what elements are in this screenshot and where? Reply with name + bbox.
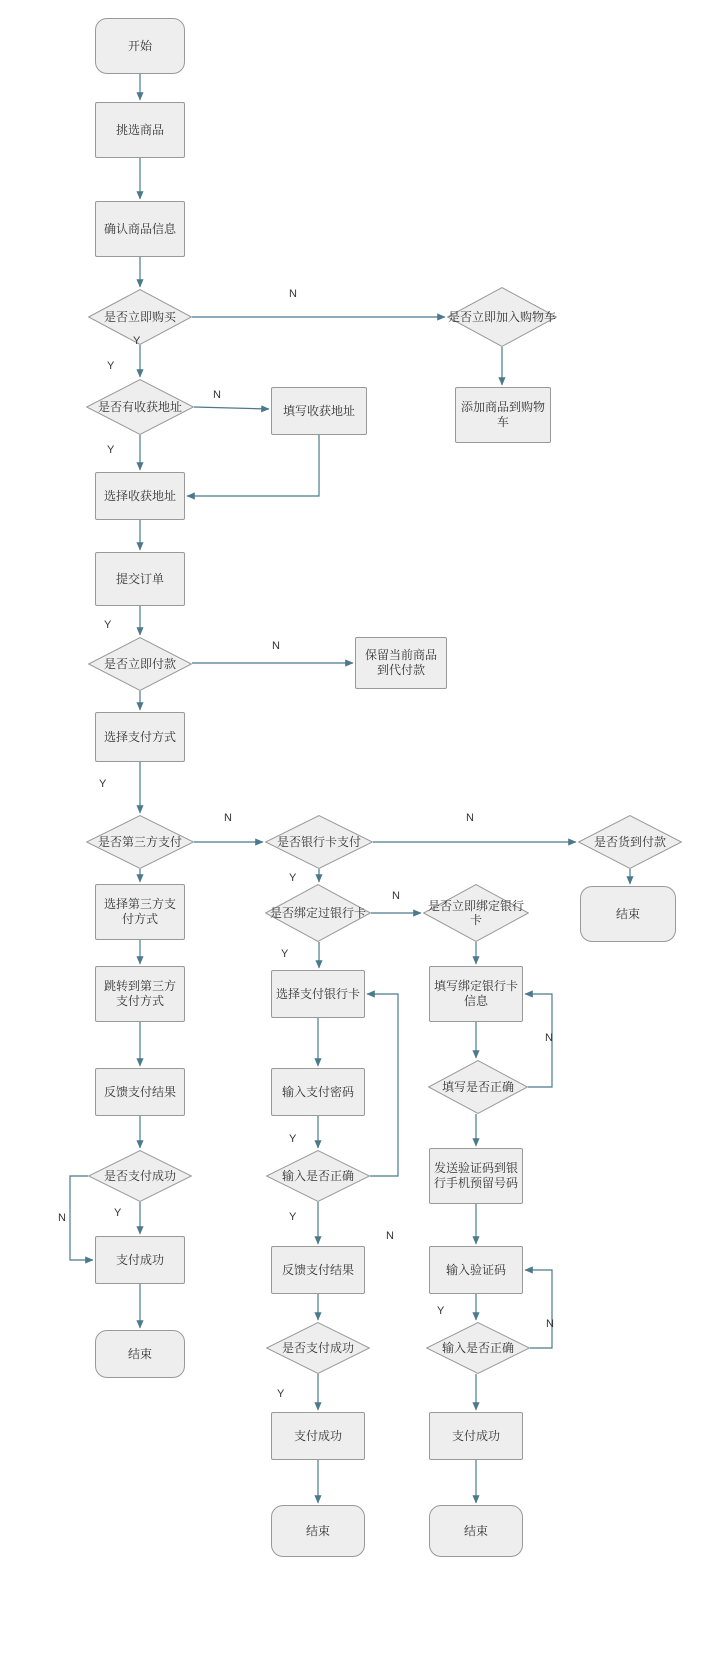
node-label: 是否有收获地址 [97,400,182,414]
terminator-node [95,18,185,74]
decision-node [266,1150,370,1202]
node-label: 是否立即购买 [103,310,176,324]
node-label: 反馈支付结果 [281,1262,354,1277]
node-label: 支付成功 [293,1428,342,1443]
process-node [95,102,185,158]
process-node [429,1246,523,1294]
node-label: 挑选商品 [115,122,164,137]
process-node [271,1068,365,1116]
decision-node [428,1060,528,1114]
node-label: 支付成功 [451,1428,500,1443]
edge-label: N [466,812,474,824]
process-node [455,387,551,443]
edge-label: N [386,1230,394,1242]
edge-label: N [392,890,400,902]
edge-label: N [224,812,232,824]
process-node [95,201,185,257]
node-label: 输入验证码 [445,1262,506,1277]
node-label: 添加商品到购物车 [460,400,545,429]
node-label: 提交订单 [115,571,164,586]
edge-label: Y [277,1388,285,1400]
decision-node [265,884,371,942]
edge-label: Y [107,360,115,372]
process-node [429,1148,523,1204]
node-label: 是否支付成功 [281,1341,354,1355]
decision-node [265,815,373,869]
edge-label: Y [114,1207,122,1219]
node-label: 结束 [305,1523,330,1538]
decision-node [578,815,682,869]
edge-label: N [272,640,280,652]
process-node [95,884,185,940]
process-node [271,387,367,435]
decision-node [426,1322,530,1374]
decision-node [447,287,557,347]
node-label: 是否银行卡支付 [276,835,361,849]
process-node [271,970,365,1018]
node-label: 结束 [615,906,640,921]
edge-label: N [213,389,221,401]
terminator-node [429,1505,523,1557]
process-node [95,966,185,1022]
node-label: 是否绑定过银行卡 [269,906,366,920]
edge-label: N [546,1318,554,1330]
edge-label: N [289,288,297,300]
edge-label: Y [289,872,297,884]
edge-label: Y [289,1211,297,1223]
edge-label: Y [133,335,141,347]
process-node [95,472,185,520]
decision-node [86,815,194,869]
edge-label: N [545,1032,553,1044]
node-label: 结束 [127,1346,152,1361]
decision-node [88,637,192,691]
node-label: 选择支付方式 [103,729,176,744]
node-label: 开始 [127,38,152,53]
process-node [95,712,185,762]
edge-label: N [58,1212,66,1224]
node-label: 是否支付成功 [103,1169,176,1183]
process-node [95,1068,185,1116]
node-label: 是否第三方支付 [97,835,182,849]
node-label: 结束 [463,1523,488,1538]
process-node [95,1236,185,1284]
process-node [95,552,185,606]
node-label: 输入是否正确 [441,1341,514,1355]
node-label: 是否立即付款 [103,657,176,671]
decision-node [86,379,194,435]
node-label: 是否立即加入购物车 [447,310,556,324]
node-label: 选择支付银行卡 [276,986,361,1001]
node-label: 选择收获地址 [103,488,176,503]
node-label: 确认商品信息 [103,221,176,236]
process-node [429,1412,523,1460]
node-label: 填写绑定银行卡信息 [434,979,519,1008]
edge-label: Y [104,619,112,631]
node-label: 反馈支付结果 [103,1084,176,1099]
terminator-node [271,1505,365,1557]
node-label: 支付成功 [115,1252,164,1267]
node-label: 填写收获地址 [282,403,355,418]
node-label: 保留当前商品到代付款 [364,648,437,677]
edge-label: Y [437,1305,445,1317]
node-label: 输入支付密码 [281,1084,354,1099]
node-label: 是否立即绑定银行卡 [427,899,524,927]
process-node [355,637,447,689]
node-label: 跳转到第三方支付方式 [103,979,176,1008]
decision-node [266,1322,370,1374]
edge-label: Y [99,778,107,790]
process-node [271,1246,365,1294]
node-label: 发送验证码到银行手机预留号码 [434,1161,519,1190]
node-label: 输入是否正确 [281,1169,354,1183]
terminator-node [580,886,676,942]
edge-label: Y [107,444,115,456]
edge-label: Y [289,1133,297,1145]
decision-node [423,884,529,942]
process-node [429,966,523,1022]
decision-node [88,1150,192,1202]
node-label: 是否货到付款 [593,835,666,849]
terminator-node [95,1330,185,1378]
edge-label: Y [281,948,289,960]
node-label: 选择第三方支付方式 [103,897,176,926]
process-node [271,1412,365,1460]
node-label: 填写是否正确 [441,1080,514,1094]
